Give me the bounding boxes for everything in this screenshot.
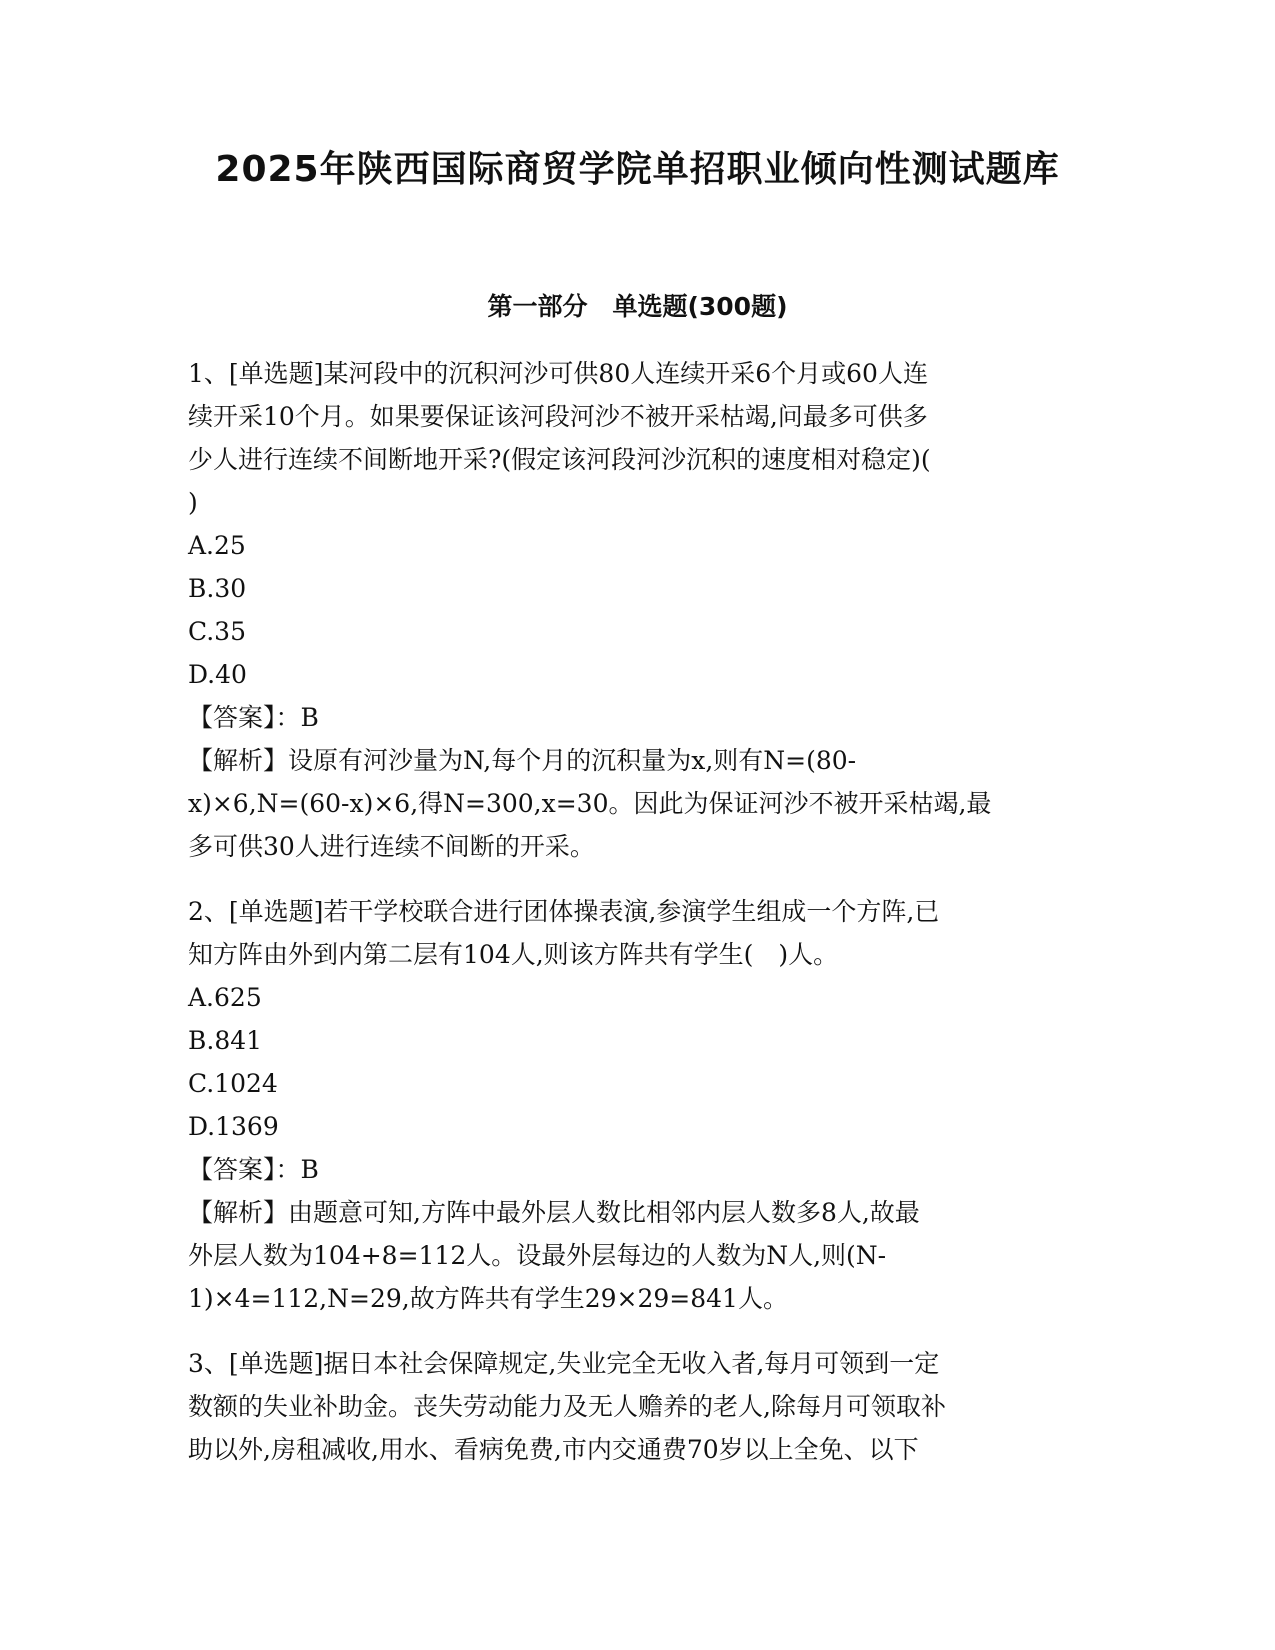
question-stem-line: 2、[单选题]若干学校联合进行团体操表演,参演学生组成一个方阵,已 <box>188 897 940 926</box>
analysis-line: 【解析】由题意可知,方阵中最外层人数比相邻内层人数多8人,故最 <box>188 1198 920 1227</box>
question-3 <box>188 1342 1088 1471</box>
question-list <box>188 352 1088 1493</box>
answer-line: 【答案】：B <box>188 1155 319 1184</box>
question-2 <box>188 890 1088 1320</box>
question-1 <box>188 352 1088 868</box>
answer-line: 【答案】：B <box>188 703 319 732</box>
option-c: C.35 <box>188 617 246 646</box>
question-stem-line: 少人进行连续不间断地开采?(假定该河段河沙沉积的速度相对稳定)( <box>188 445 931 474</box>
option-d: D.1369 <box>188 1112 279 1141</box>
option-b: B.841 <box>188 1026 263 1055</box>
option-c: C.1024 <box>188 1069 278 1098</box>
question-stem-line: 助以外,房租减收,用水、看病免费,市内交通费70岁以上全免、以下 <box>188 1435 919 1464</box>
question-stem-line: 1、[单选题]某河段中的沉积河沙可供80人连续开采6个月或60人连 <box>188 359 928 388</box>
option-d: D.40 <box>188 660 247 689</box>
section-heading: 第一部分 单选题(300题) <box>487 292 788 321</box>
question-stem-line: 数额的失业补助金。丧失劳动能力及无人赡养的老人,除每月可领取补 <box>188 1392 946 1421</box>
analysis-line: 多可供30人进行连续不间断的开采。 <box>188 832 595 861</box>
analysis-line: 1)×4=112,N=29,故方阵共有学生29×29=841人。 <box>188 1284 788 1313</box>
document-title: 2025年陕西国际商贸学院单招职业倾向性测试题库 <box>215 149 1060 190</box>
option-a: A.625 <box>188 983 262 1012</box>
option-a: A.25 <box>188 531 246 560</box>
question-stem-line: ) <box>188 488 198 517</box>
analysis-line: 外层人数为104+8=112人。设最外层每边的人数为N人,则(N- <box>188 1241 887 1270</box>
question-stem-line: 续开采10个月。如果要保证该河段河沙不被开采枯竭,问最多可供多 <box>188 402 928 431</box>
option-b: B.30 <box>188 574 247 603</box>
question-stem-line: 知方阵由外到内第二层有104人,则该方阵共有学生( )人。 <box>188 940 839 969</box>
question-stem-line: 3、[单选题]据日本社会保障规定,失业完全无收入者,每月可领到一定 <box>188 1349 940 1378</box>
analysis-line: x)×6,N=(60-x)×6,得N=300,x=30。因此为保证河沙不被开采枯竭,最 <box>188 789 992 818</box>
analysis-line: 【解析】设原有河沙量为N,每个月的沉积量为x,则有N=(80- <box>188 746 857 775</box>
